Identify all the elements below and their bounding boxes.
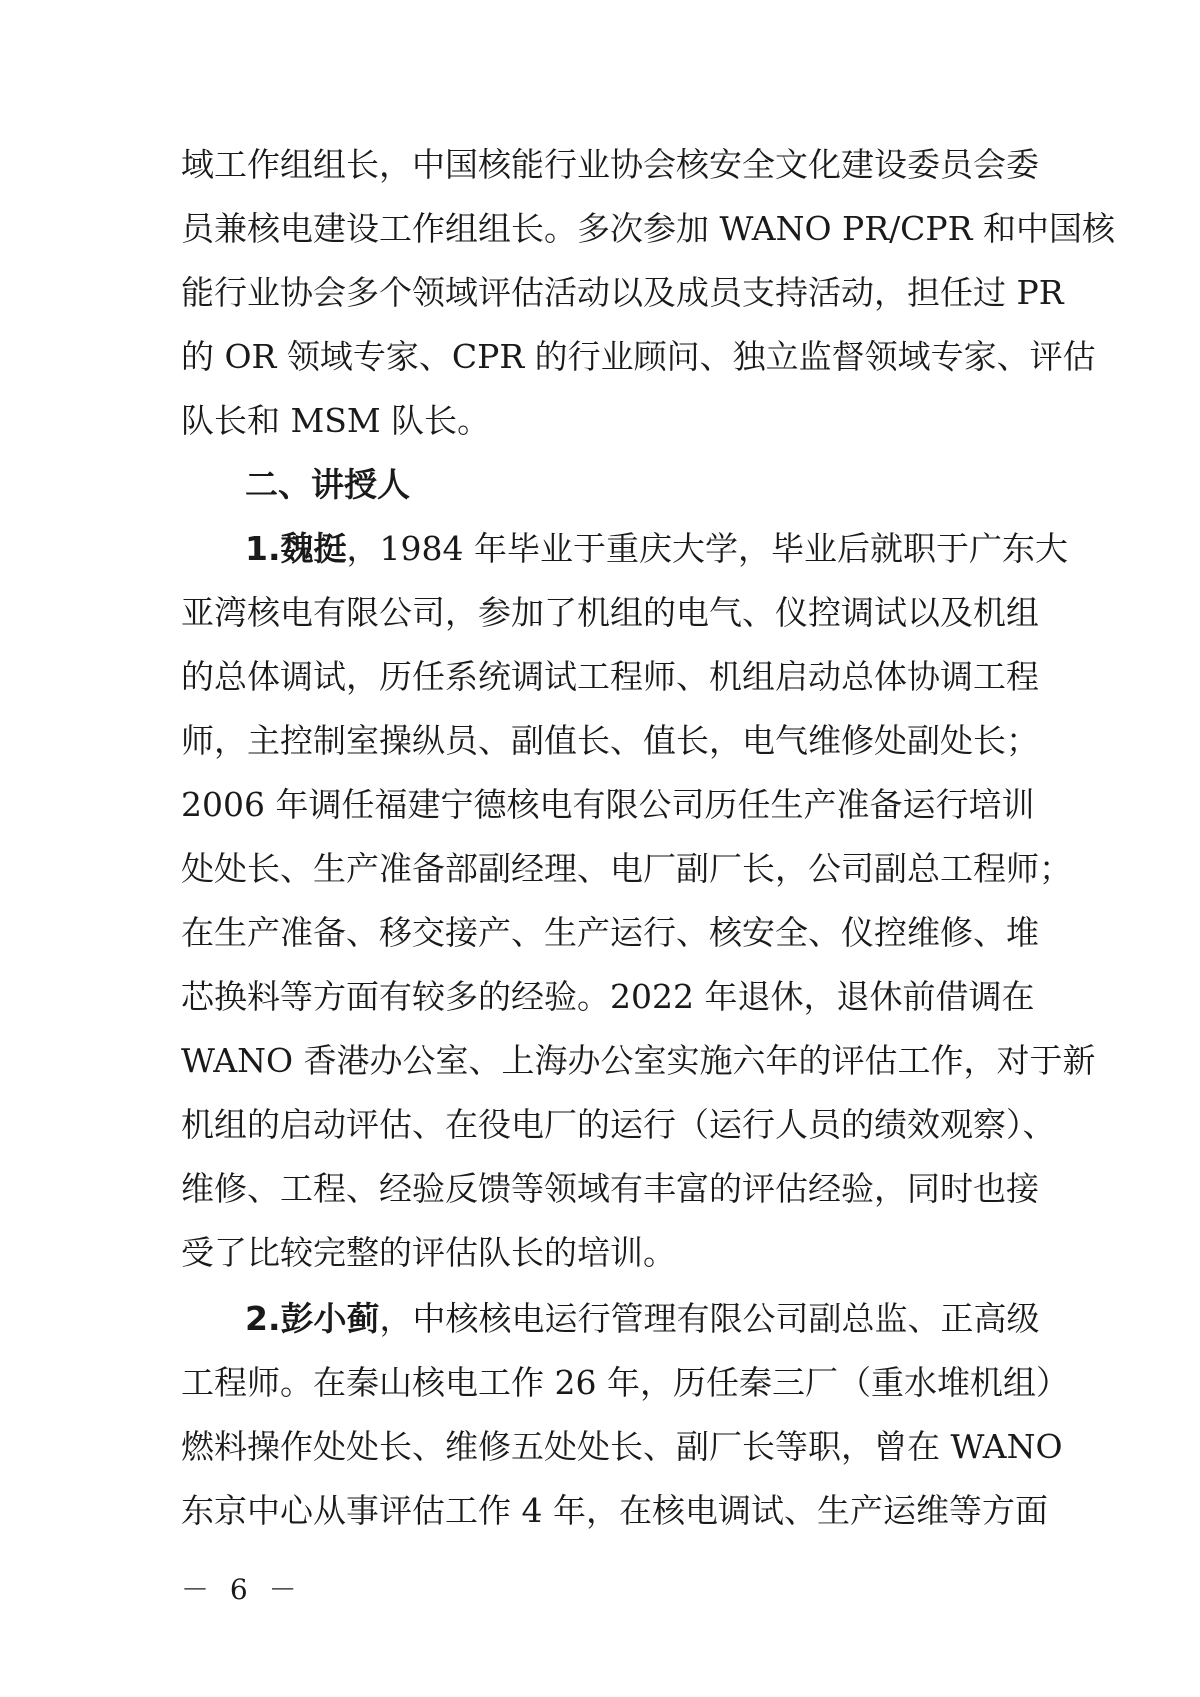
person1-line: 的总体调试，历任系统调试工程师、机组启动总体协调工程 xyxy=(181,657,1039,696)
person2-first-line xyxy=(245,1287,1040,1351)
person2-line: 东京中心从事评估工作 4 年，在核电调试、生产运维等方面 xyxy=(181,1491,1048,1530)
intro-line-4: 的 OR 领域专家、CPR 的行业顾问、独立监督领域专家、评估 xyxy=(181,337,1096,376)
person1-line: 芯换料等方面有较多的经验。2022 年退休，退休前借调在 xyxy=(181,977,1035,1016)
person2-first-line-text: ，中核核电运行管理有限公司副总监、正高级 xyxy=(379,1299,1040,1338)
person1-name: 1.魏挺 xyxy=(245,529,347,568)
person2-line: 工程师。在秦山核电工作 26 年，历任秦三厂（重水堆机组） xyxy=(181,1363,1069,1402)
intro-line-5: 队长和 MSM 队长。 xyxy=(181,401,491,440)
person1-line: 在生产准备、移交接产、生产运行、核安全、仪控维修、堆 xyxy=(181,913,1039,952)
section-heading: 二、讲授人 xyxy=(245,465,410,504)
person1-line: WANO 香港办公室、上海办公室实施六年的评估工作，对于新 xyxy=(181,1041,1096,1080)
person1-line: 2006 年调任福建宁德核电有限公司历任生产准备运行培训 xyxy=(181,785,1035,824)
person1-first-line xyxy=(245,517,1068,581)
person1-line: 处处长、生产准备部副经理、电厂副厂长，公司副总工程师； xyxy=(181,849,1072,888)
person2-line: 燃料操作处处长、维修五处处长、副厂长等职，曾在 WANO xyxy=(181,1427,1063,1466)
intro-line-3: 能行业协会多个领域评估活动以及成员支持活动，担任过 PR xyxy=(181,273,1064,312)
person1-first-line-text: ，1984 年毕业于重庆大学，毕业后就职于广东大 xyxy=(346,529,1068,568)
intro-line-1: 域工作组组长，中国核能行业协会核安全文化建设委员会委 xyxy=(181,145,1039,184)
person1-line: 受了比较完整的评估队长的培训。 xyxy=(181,1233,676,1272)
page-number: － 6 － xyxy=(181,1573,303,1606)
person2-name: 2.彭小蓟 xyxy=(245,1299,380,1338)
person1-line: 师，主控制室操纵员、副值长、值长，电气维修处副处长； xyxy=(181,721,1039,760)
person1-line: 维修、工程、经验反馈等领域有丰富的评估经验，同时也接 xyxy=(181,1169,1039,1208)
person1-line: 亚湾核电有限公司，参加了机组的电气、仪控调试以及机组 xyxy=(181,593,1039,632)
person1-line: 机组的启动评估、在役电厂的运行（运行人员的绩效观察）、 xyxy=(181,1105,1056,1144)
intro-line-2: 员兼核电建设工作组组长。多次参加 WANO PR/CPR 和中国核 xyxy=(181,209,1115,248)
